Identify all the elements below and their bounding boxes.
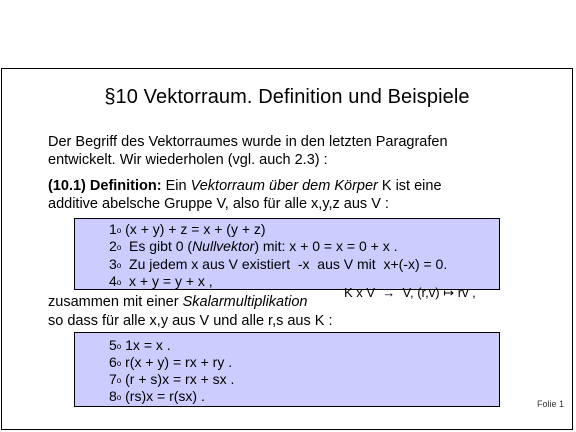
definition-italic: Vektorraum über dem Körper xyxy=(190,178,378,194)
definition-line-1 xyxy=(48,177,442,195)
slide-title: §10 Vektorraum. Definition und Beispiele xyxy=(104,86,470,108)
axiom-8: 8$^o$ (rs)x = r(sx) . xyxy=(109,388,205,404)
definition-text-a: Ein xyxy=(161,178,191,194)
axiom-2: 2$^o$ Es gibt 0 (Nullvektor) mit: x + 0 = x = 0 + x . xyxy=(109,238,398,254)
scalar-map: K x V → V, (r,v) ↦ rv , xyxy=(344,285,476,300)
scalar-axioms-box xyxy=(74,332,500,407)
scalar-italic: Skalarmultiplikation xyxy=(182,294,308,310)
group-axioms-box xyxy=(74,218,500,290)
slide xyxy=(1,68,573,430)
footer-page-label: Folie 1 xyxy=(536,399,564,409)
axiom-7: 7$^o$ (r + s)x = rx + sx . xyxy=(109,371,235,387)
axiom-1: 1$^o$ (x + y) + z = x + (y + z) xyxy=(109,221,266,237)
definition-text-b: K ist eine xyxy=(377,178,442,194)
intro-line-1: Der Begriff des Vektorraumes wurde in den letzten Paragrafen xyxy=(48,134,448,150)
definition-line-2: additive abelsche Gruppe V, also für alle x,y,z aus V : xyxy=(48,196,389,212)
axiom-4: 4$^o$ x + y = y + x , xyxy=(109,273,213,289)
scalar-line-2: so dass für alle x,y aus V und alle r,s aus K : xyxy=(48,313,333,329)
axiom-3: 3$^o$ Zu jedem x aus V existiert -x aus V mit x+(-x) = 0. xyxy=(109,256,448,272)
scalar-line-1: zusammen mit einer Skalarmultiplikation xyxy=(48,294,308,310)
definition-label: (10.1) Definition: xyxy=(48,178,162,194)
axiom-5: 5$^o$ 1x = x . xyxy=(109,337,171,353)
intro-line-2: entwickelt. Wir wiederholen (vgl. auch 2.3) : xyxy=(48,152,328,168)
axiom-6: 6$^o$ r(x + y) = rx + ry . xyxy=(109,354,233,370)
